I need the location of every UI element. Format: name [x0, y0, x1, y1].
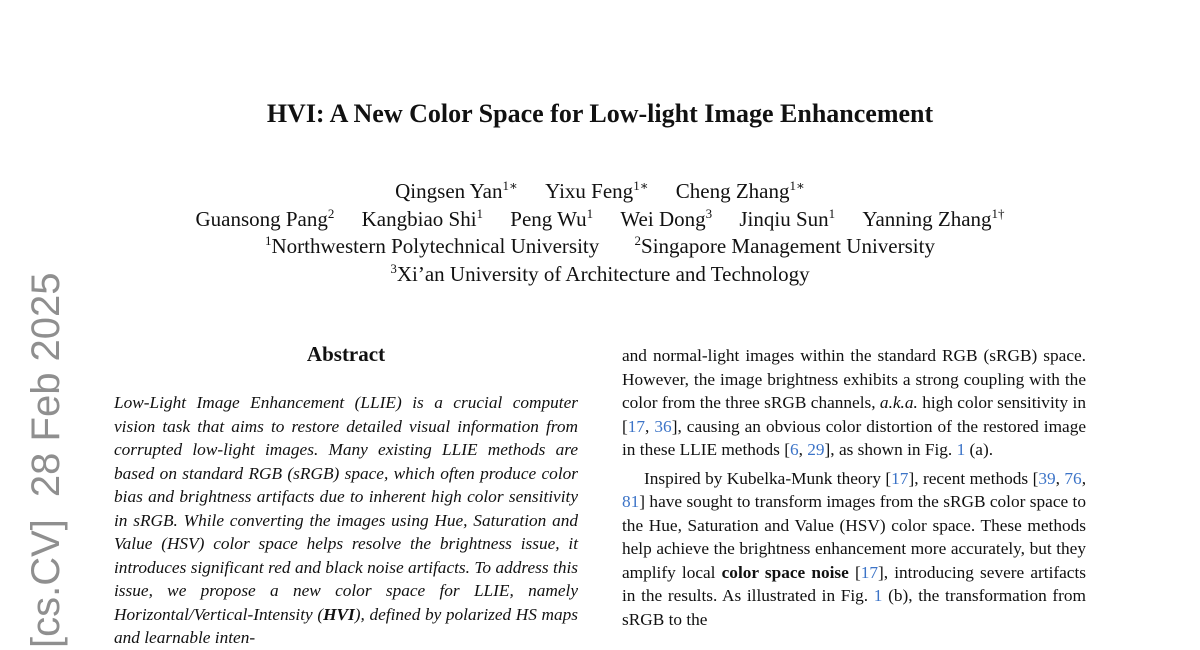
paper-title: HVI: A New Color Space for Low-light Image Enhancement — [266, 99, 934, 128]
affiliation: $^2$Singapore Management University — [634, 233, 935, 258]
abstract-hvi-term: HVI — [323, 604, 355, 624]
author-block — [0, 178, 1200, 288]
citation-link[interactable]: 17 — [860, 562, 879, 582]
arxiv-stamp — [24, 272, 69, 648]
intro-paragraph: Inspired by Kubelka-Munk theory [17], recent methods [39, 76, 81] have sought to transform images from the sRGB color space to the Hue, Saturation and Value (HSV) color space. These methods help achieve the brightness enhancement more accurately, but they amplify local color space noise [17], introducing severe artifacts in the results. As illustrated in Fig. 1 (b), the transformation from sRGB to the — [622, 468, 1087, 629]
affiliation-row-2 — [0, 261, 1200, 289]
author: Kangbiao Shi$^1$ — [361, 205, 484, 231]
right-column — [622, 344, 1086, 636]
arxiv-date: 28 Feb 2025 — [24, 272, 68, 498]
bold-term: color space noise — [721, 562, 849, 582]
author: Guansong Pang$^2$ — [195, 205, 335, 231]
figure-link[interactable]: 1 — [956, 440, 966, 459]
author: Peng Wu$^1$ — [510, 205, 594, 231]
citation-link[interactable]: 76 — [1064, 468, 1082, 488]
citation-link[interactable]: 6 — [789, 440, 799, 459]
author: Jinqiu Sun$^1$ — [739, 205, 836, 231]
citation-link[interactable]: 17 — [627, 416, 646, 436]
intro-paragraph: and normal-light images within the standard RGB (sRGB) space. However, the image brightness exhibits a strong coupling with the color from the three sRGB channels, a.k.a. high color sensitivity in [17, 36], causing an obvious color distortion of the restored image in these LLIE methods [6, 29], as shown in Fig. 1 (a). — [622, 346, 1087, 459]
citation-link[interactable]: 17 — [891, 468, 909, 488]
citation-link[interactable]: 36 — [654, 416, 672, 436]
author: Qingsen Yan$^{1∗}$ — [395, 178, 518, 203]
author: Wei Dong$^3$ — [620, 205, 713, 231]
author: Yanning Zhang$^{1\dagger}$ — [862, 205, 1005, 231]
arxiv-category: [cs.CV] — [24, 519, 68, 648]
author: Cheng Zhang$^{1∗}$ — [675, 178, 805, 203]
author-row-1 — [0, 178, 1200, 206]
abstract-heading: Abstract — [306, 342, 386, 366]
citation-link[interactable]: 81 — [622, 492, 640, 511]
affiliation: $^1$Northwestern Polytechnical University — [265, 233, 600, 258]
citation-link[interactable]: 29 — [807, 440, 825, 459]
author: Yixu Feng$^{1∗}$ — [545, 178, 649, 203]
citation-link[interactable]: 39 — [1038, 468, 1056, 488]
figure-link[interactable]: 1 — [873, 586, 883, 605]
author-row-2 — [0, 206, 1200, 234]
abstract-text: Low-Light Image Enhancement (LLIE) is a crucial computer vision task that aims to restore detailed visual information from corrupted low-light images. Many existing LLIE methods are based on standard RGB (sRGB) space, which often produce color bias and brightness artifacts due to inherent high color sensitivity in sRGB. While converting the images using Hue, Saturation and Value (HSV) color space helps resolve the brightness issue, it introduces significant red and black noise artifacts. To address this issue, we propose a new color space for LLIE, namely Horizontal/Vertical-Intensity (HVI), defined by polarized HS maps and learnable inten- — [114, 393, 578, 647]
affiliation-row-1 — [0, 233, 1200, 261]
affiliation: $^3$Xi’an University of Architecture and Technology — [390, 260, 810, 286]
